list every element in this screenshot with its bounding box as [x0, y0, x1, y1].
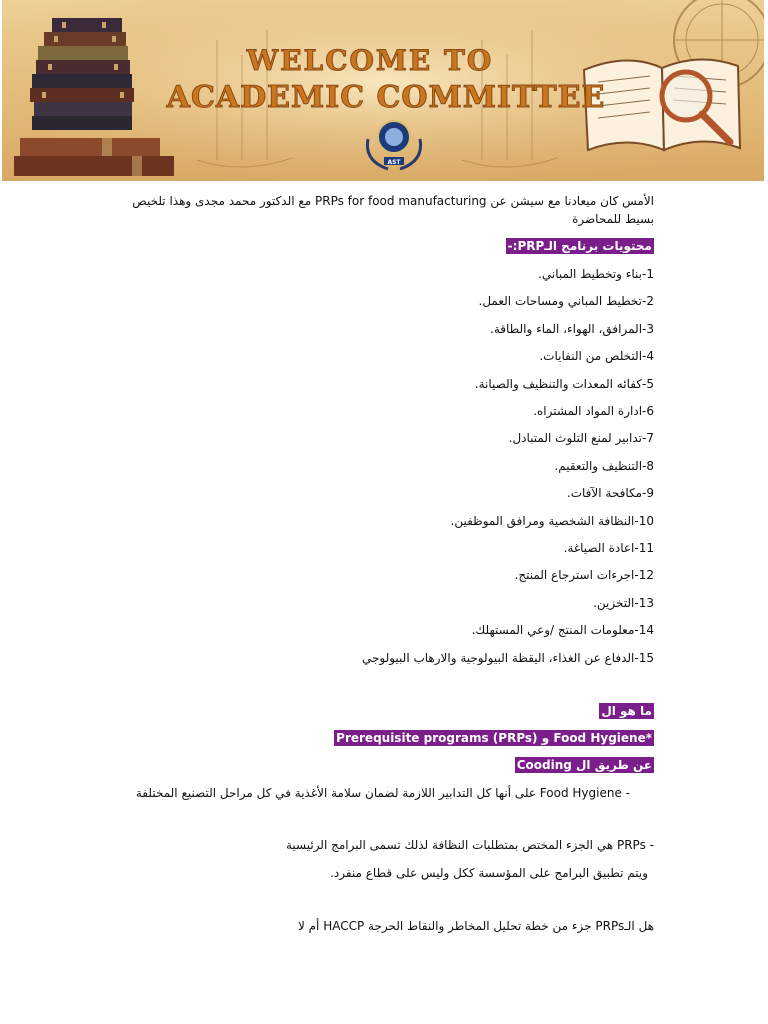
haccp-question: هل الـPRPs جزء من خطة تحليل المخاطر والنقاط الحرجة HACCP أم لا: [297, 919, 654, 933]
contents-item: 5-كفائه المعدات والتنظيف والصيانة.: [474, 376, 654, 391]
contents-item: 6-ادارة المواد المشتراه.: [533, 404, 654, 418]
contents-item: 4-التخلص من النفايات.: [539, 349, 654, 364]
contents-item: 10-النظافة الشخصية ومرافق الموظفين.: [450, 513, 654, 528]
contents-item: 9-مكافحة الآفات.: [566, 486, 654, 501]
question-line3: [515, 757, 654, 774]
contents-heading-text: محتويات برنامج الـPRP:-: [507, 239, 652, 253]
contents-item: 12-اجرءات استرجاع المنتج.: [514, 568, 654, 583]
contents-item: 14-معلومات المنتج /وعي المستهلك.: [471, 623, 654, 638]
banner-title-line2: ACADEMIC COMMITTEE: [166, 80, 606, 115]
banner-illustration: [2, 0, 764, 181]
contents-item: 13-التخزين.: [593, 595, 654, 610]
header-banner: [2, 0, 764, 181]
question-line3-text: عن طريق ال Cooding: [516, 758, 652, 772]
answer-food-hygiene: - Food Hygiene على أنها كل التدابير اللازمة لضمان سلامة الأغذية في كل مراحل التصنيع المختلفة: [135, 786, 630, 800]
contents-item: 8-التنظيف والتعقيم.: [554, 458, 654, 473]
intro-line1: الأمس كان ميعادنا مع سيشن عن PRPs for food manufacturing مع الدكتور محمد مجدى وهذا تلخيص: [132, 194, 654, 208]
contents-item: 15-الدفاع عن الغذاء، اليقظة البيولوجية والارهاب البيولوجي: [361, 650, 654, 665]
contents-item: 11-اعادة الصياغة.: [563, 541, 654, 555]
answer-prps-line1: - PRPs هي الجزء المختص بمتطلبات النظافة لذلك تسمى البرامج الرئيسية: [285, 838, 654, 852]
banner-title-line1: WELCOME TO: [246, 44, 494, 77]
contents-heading: [506, 238, 654, 255]
contents-item: 3-المرافق، الهواء، الماء والطاقة.: [490, 321, 654, 336]
intro-line2: بسيط للمحاضرة: [572, 212, 654, 226]
contents-item: 2-تخطيط المباني ومساحات العمل.: [478, 294, 654, 309]
question-line1: [599, 703, 654, 720]
question-line1-text: ما هو ال: [601, 704, 652, 718]
contents-item: 1-بناء وتخطيط المباني.: [538, 267, 654, 281]
question-line2-text: *Food Hygiene و Prerequisite programs (PRPs): [336, 731, 652, 745]
open-book-icon: [584, 59, 740, 150]
logo-text: AST: [387, 159, 401, 166]
contents-item: 7-تدابير لمنع التلوث المتبادل.: [508, 431, 654, 446]
answer-prps-line2: ويتم تطبيق البرامج على المؤسسة ككل وليس على قطاع منفرد.: [330, 866, 648, 880]
question-line2: [334, 730, 654, 747]
